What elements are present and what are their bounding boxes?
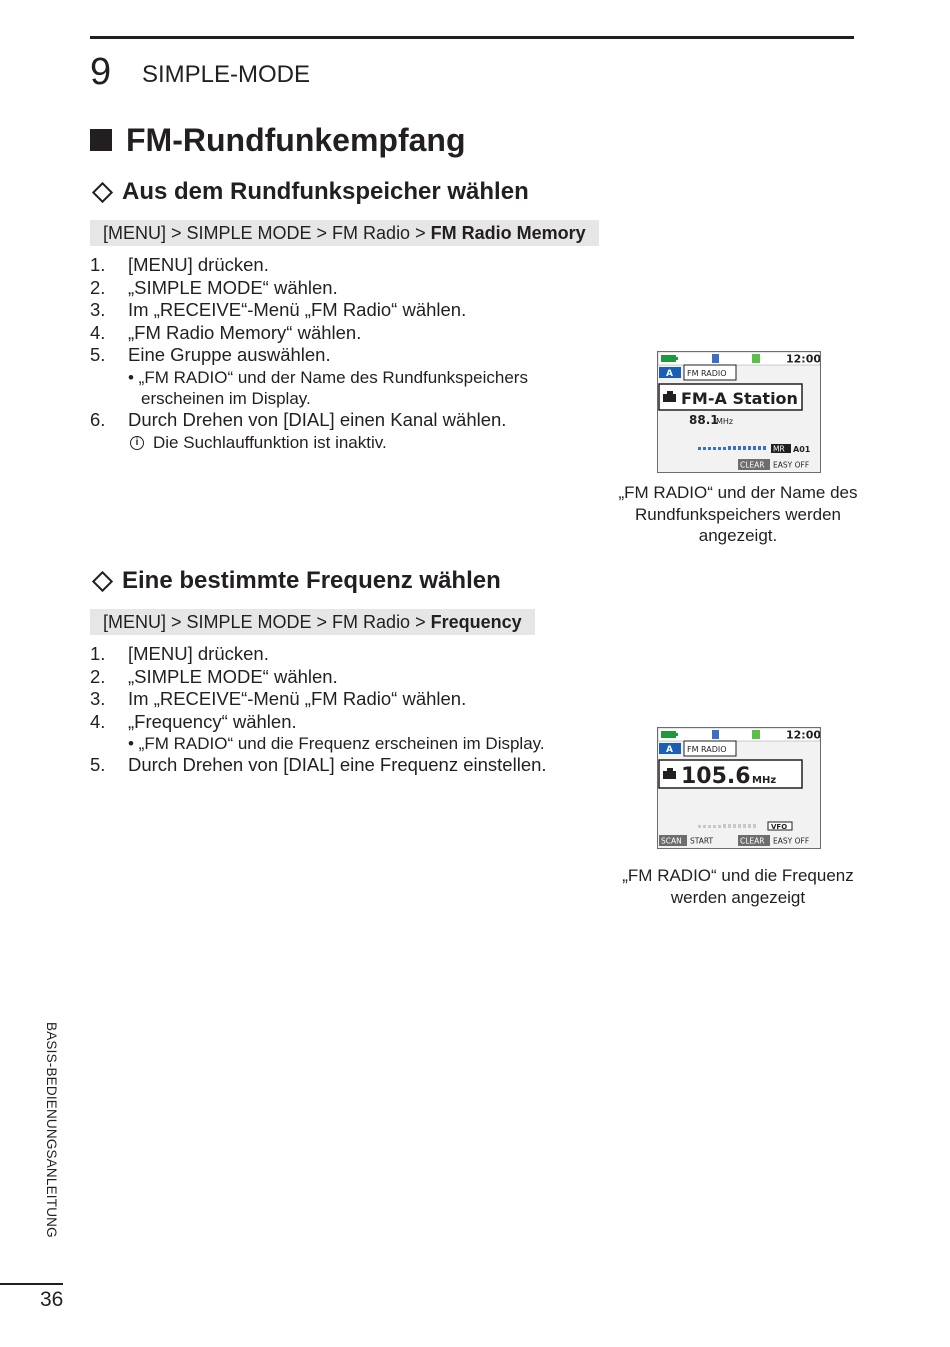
page-number: 36 bbox=[40, 1288, 64, 1311]
clear-softkey: CLEAR bbox=[740, 460, 765, 470]
easy-off-softkey: EASY OFF bbox=[773, 836, 810, 846]
step-text: „SIMPLE MODE“ wählen. bbox=[128, 276, 338, 298]
station-name: FM-A Station bbox=[681, 389, 798, 408]
step-text: Durch Drehen von [DIAL] eine Frequenz einstellen. bbox=[128, 754, 547, 776]
steps-list-memory bbox=[90, 254, 528, 454]
menu-path-text: [MENU] > SIMPLE MODE > FM Radio > bbox=[103, 223, 431, 243]
bullet-text: • „FM RADIO“ und der Name des Rundfunkspeichers bbox=[128, 367, 528, 387]
list-item bbox=[90, 711, 547, 734]
step-number: 5. bbox=[90, 754, 106, 776]
menu-path-target: FM Radio Memory bbox=[430, 223, 586, 243]
step-number: 4. bbox=[90, 710, 106, 732]
menu-path bbox=[90, 609, 535, 635]
step-text: [MENU] drücken. bbox=[128, 254, 269, 275]
step-text: [MENU] drücken. bbox=[128, 643, 269, 664]
step-number: 6. bbox=[90, 408, 106, 430]
radio-display-graphic bbox=[658, 352, 820, 472]
memory-badge: MR bbox=[773, 444, 785, 454]
step-text: Eine Gruppe auswählen. bbox=[128, 344, 331, 366]
footer-rule bbox=[0, 1283, 63, 1285]
step-text: Durch Drehen von [DIAL] einen Kanal wählen. bbox=[128, 408, 507, 430]
figure-caption: „FM RADIO“ und der Name des Rundfunkspeichers werden angezeigt. bbox=[618, 483, 858, 545]
step-number: 2. bbox=[90, 665, 106, 687]
chapter-number: 9 bbox=[90, 51, 112, 93]
list-item bbox=[90, 277, 528, 300]
header-rule bbox=[90, 36, 854, 39]
step-number: 2. bbox=[90, 276, 106, 298]
step-number: 1. bbox=[90, 254, 106, 275]
battery-icon bbox=[661, 731, 676, 738]
easy-off-softkey: EASY OFF bbox=[773, 460, 810, 470]
battery-icon bbox=[661, 355, 676, 362]
list-item bbox=[90, 688, 547, 711]
side-label: BASIS-BEDIENUNGSANLEITUNG bbox=[44, 1022, 59, 1238]
vfo-badge: VFO bbox=[771, 823, 788, 831]
menu-path-text: [MENU] > SIMPLE MODE > FM Radio > bbox=[103, 612, 431, 632]
frequency-value: 88.1 bbox=[689, 413, 719, 427]
frequency-unit: MHz bbox=[752, 775, 777, 786]
square-bullet-icon bbox=[90, 129, 112, 151]
channel-name: A01 bbox=[793, 445, 811, 454]
diamond-icon bbox=[92, 570, 113, 591]
note-text: Die Suchlauffunktion ist inaktiv. bbox=[153, 432, 387, 452]
steps-list-frequency bbox=[90, 643, 547, 777]
step-number: 3. bbox=[90, 688, 106, 710]
radio-display-frequency bbox=[657, 727, 821, 849]
mode-label: FM RADIO bbox=[687, 369, 727, 378]
step-text: Im „RECEIVE“-Menü „FM Radio“ wählen. bbox=[128, 688, 467, 710]
clock-text: 12:00 bbox=[786, 728, 820, 742]
subsection-title: Eine bestimmte Frequenz wählen bbox=[122, 567, 501, 594]
gps-icon bbox=[752, 730, 760, 739]
list-item bbox=[90, 666, 547, 689]
step-number: 1. bbox=[90, 643, 106, 664]
band-badge: A bbox=[666, 369, 673, 379]
bullet-text-continued: erscheinen im Display. bbox=[141, 388, 311, 408]
subsection-heading-frequency bbox=[90, 566, 501, 596]
info-note bbox=[90, 432, 528, 454]
frequency-value: 105.6 bbox=[681, 764, 751, 789]
scan-softkey: SCAN bbox=[661, 836, 682, 846]
list-item bbox=[90, 643, 547, 666]
step-text: „FM Radio Memory“ wählen. bbox=[128, 321, 362, 343]
step-text: Im „RECEIVE“-Menü „FM Radio“ wählen. bbox=[128, 299, 467, 321]
list-item bbox=[90, 254, 528, 277]
bullet-text: • „FM RADIO“ und die Frequenz erscheinen im Display. bbox=[128, 734, 545, 754]
list-item bbox=[90, 299, 528, 322]
gps-icon bbox=[752, 354, 760, 363]
antenna-icon bbox=[712, 354, 719, 363]
signal-meter bbox=[698, 446, 766, 450]
menu-path-target: Frequency bbox=[430, 612, 522, 632]
frequency-unit: MHz bbox=[716, 417, 734, 426]
clock-text: 12:00 bbox=[786, 352, 820, 366]
info-icon: i bbox=[130, 436, 144, 450]
step-number: 3. bbox=[90, 299, 106, 321]
radio-display-memory bbox=[657, 351, 821, 473]
clear-softkey: CLEAR bbox=[740, 836, 765, 846]
section-heading bbox=[90, 120, 466, 160]
antenna-icon bbox=[712, 730, 719, 739]
step-text: „Frequency“ wählen. bbox=[128, 710, 297, 732]
step-number: 5. bbox=[90, 344, 106, 366]
radio-display-graphic bbox=[658, 728, 820, 848]
step-number: 4. bbox=[90, 321, 106, 343]
list-item bbox=[90, 754, 547, 777]
subsection-title: Aus dem Rundfunkspeicher wählen bbox=[122, 178, 529, 205]
subsection-heading-memory bbox=[90, 177, 529, 207]
list-item bbox=[90, 344, 528, 367]
figure-caption: „FM RADIO“ und die Frequenz werden angezeigt bbox=[622, 866, 854, 907]
list-item bbox=[90, 322, 528, 345]
band-badge: A bbox=[666, 745, 673, 755]
menu-path bbox=[90, 220, 599, 246]
section-title: FM-Rundfunkempfang bbox=[126, 122, 466, 158]
list-item bbox=[90, 409, 528, 432]
chapter-title: SIMPLE-MODE bbox=[142, 61, 311, 88]
start-softkey: START bbox=[690, 836, 714, 846]
mode-label: FM RADIO bbox=[687, 745, 727, 754]
signal-meter bbox=[698, 824, 756, 828]
step-text: „SIMPLE MODE“ wählen. bbox=[128, 665, 338, 687]
bullet-item bbox=[90, 367, 528, 409]
bullet-item bbox=[90, 733, 547, 754]
diamond-icon bbox=[92, 181, 113, 202]
